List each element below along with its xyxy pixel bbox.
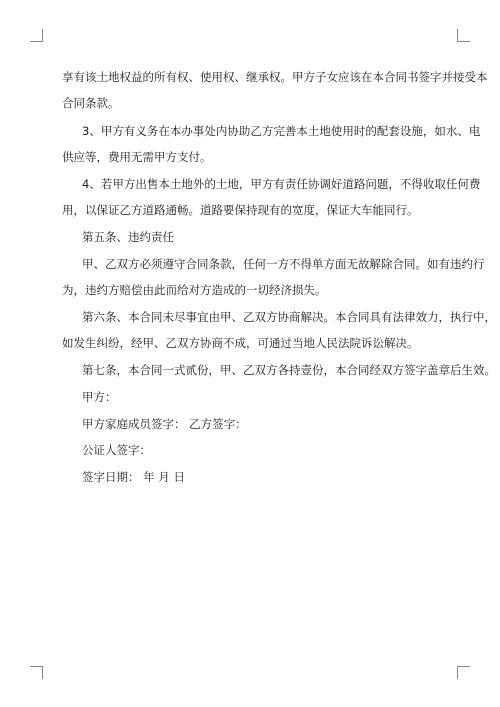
crop-mark-top-left: [30, 29, 43, 42]
paragraph-line: 享有该土地权益的所有权、使用权、继承权。甲方子女应该在本合同书签字并接受本: [62, 70, 488, 84]
crop-mark-bottom-left: [30, 666, 43, 679]
crop-mark-bottom-right: [457, 666, 470, 679]
article-6-line: 第六条、本合同未尽事宜由甲、乙双方协商解决。本合同具有法律效力，执行中，: [82, 310, 496, 324]
article-7-line: 第七条，本合同一式贰份，甲、乙双方各持壹份，本合同经双方签字盖章后生效。: [82, 363, 496, 377]
paragraph-line: 为，违约方赔偿由此而给对方造成的一切经济损失。: [62, 283, 327, 297]
paragraph-line: 用，以保证乙方道路通畅。道路要保持现有的宽度，保证大车能同行。: [62, 203, 419, 217]
paragraph-line: 甲、乙双方必须遵守合同条款，任何一方不得单方面无故解除合同。如有违约行: [82, 257, 485, 271]
paragraph-line: 供应等，费用无需甲方支付。: [62, 150, 212, 164]
signature-line-family-and-party-b: 甲方家庭成员签字： 乙方签字：: [82, 417, 247, 431]
signing-date-line: 签字日期： 年 月 日: [82, 470, 185, 484]
clause-3-line: 3、甲方有义务在本办事处内协助乙方完善本土地使用时的配套设施，如水、电: [82, 124, 481, 138]
party-a-label: 甲方：: [82, 390, 117, 404]
clause-4-line: 4、若甲方出售本土地外的土地，甲方有责任协调好道路问题，不得收取任何费: [82, 177, 481, 191]
paragraph-line: 合同条款。: [62, 96, 120, 110]
crop-mark-top-right: [457, 29, 470, 42]
notary-signature-line: 公证人签字：: [82, 443, 151, 457]
paragraph-line: 如发生纠纷，经甲、乙双方协商不成，可通过当地人民法院诉讼解决。: [62, 336, 419, 350]
section-heading-article-5: 第五条、违约责任: [82, 230, 174, 244]
